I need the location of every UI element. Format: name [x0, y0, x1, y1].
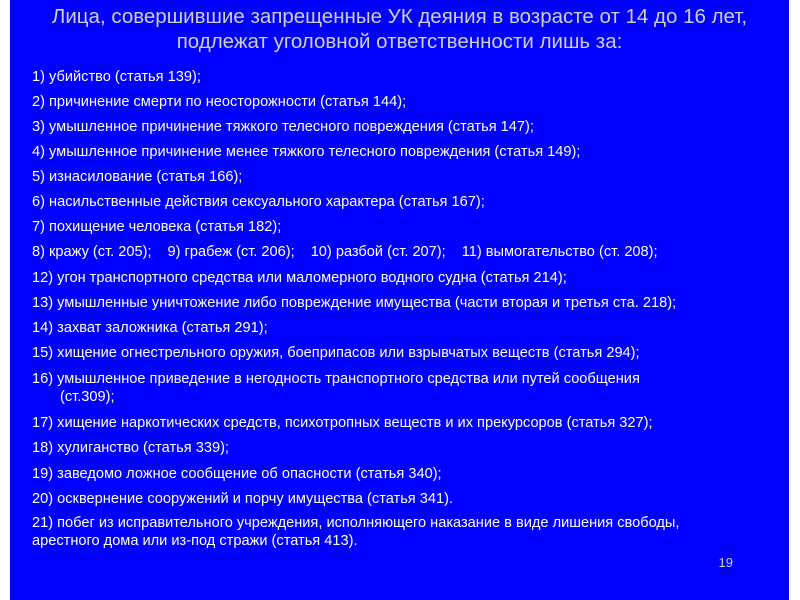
list-item-text: 2) причинение смерти по неосторожности (статья 144); — [32, 94, 407, 110]
list-item-wrapped — [32, 370, 640, 406]
list-item-text: 18) хулиганство (статья 339); — [32, 440, 229, 456]
list-item-text: 16) умышленное приведение в негодность транспортного средства или путей сообщения — [32, 371, 640, 387]
slide-title-line-2: подлежат уголовной ответственности лишь за: — [176, 30, 623, 53]
list-item-continuation: (ст.309); — [60, 389, 115, 405]
list-item-text: 13) умышленные уничтожение либо повреждение имущества (части вторая и третья ста. 218); — [32, 295, 677, 311]
list-item — [32, 269, 567, 287]
list-item-text: 12) угон транспортного средства или маломерного водного судна (статья 214); — [32, 270, 567, 286]
list-item — [32, 439, 229, 457]
list-item-text: 6) насильственные действия сексуального характера (статья 167); — [32, 194, 485, 210]
list-item-text: 14) захват заложника (статья 291); — [32, 320, 268, 336]
list-item-text: 3) умышленное причинение тяжкого телесного повреждения (статья 147); — [32, 119, 534, 135]
list-item-text: 4) умышленное причинение менее тяжкого телесного повреждения (статья 149); — [32, 144, 581, 160]
list-item-text: 9) грабеж (ст. 206); — [167, 244, 295, 260]
list-item-text: 10) разбой (ст. 207); — [310, 244, 446, 260]
list-item — [32, 465, 442, 483]
list-item — [32, 414, 653, 432]
slide-title-line-1: Лица, совершившие запрещенные УК деяния в возрасте от 14 до 16 лет, — [51, 5, 748, 28]
list-item-text: 5) изнасилование (статья 166); — [32, 169, 243, 185]
list-item — [32, 294, 676, 312]
slide — [10, 0, 789, 600]
list-item — [32, 193, 485, 211]
list-item — [32, 319, 268, 337]
list-item-text: 1) убийство (статья 139); — [32, 69, 201, 85]
list-item — [32, 93, 406, 111]
slide-title — [10, 4, 789, 54]
list-item — [32, 118, 534, 136]
list-item-wrapped — [32, 514, 679, 550]
list-item-text: 7) похищение человека (статья 182); — [32, 219, 282, 235]
list-item-text: 8) кражу (ст. 205); — [32, 244, 152, 260]
list-item-text: 21) побег из исправительного учреждения, исполняющего наказание в виде лишения свободы, — [32, 515, 680, 531]
list-item-text: 20) осквернение сооружений и порчу имущества (статья 341). — [32, 491, 454, 507]
list-item-continuation: арестного дома или из-под стражи (статья 413). — [32, 533, 358, 549]
list-item — [32, 490, 453, 508]
list-item-text: 11) вымогательство (ст. 208); — [461, 244, 658, 260]
list-item — [32, 344, 640, 362]
list-item — [32, 218, 281, 236]
list-item — [32, 168, 242, 186]
page-number: 19 — [718, 555, 733, 570]
list-item-text: 19) заведомо ложное сообщение об опасности (статья 340); — [32, 466, 442, 482]
list-item-combined — [32, 243, 658, 261]
list-item — [32, 68, 201, 86]
list-item-text: 17) хищение наркотических средств, психотропных веществ и их прекурсоров (статья 327); — [32, 415, 653, 431]
list-item — [32, 143, 580, 161]
list-item-text: 15) хищение огнестрельного оружия, боеприпасов или взрывчатых веществ (статья 294); — [32, 345, 640, 361]
